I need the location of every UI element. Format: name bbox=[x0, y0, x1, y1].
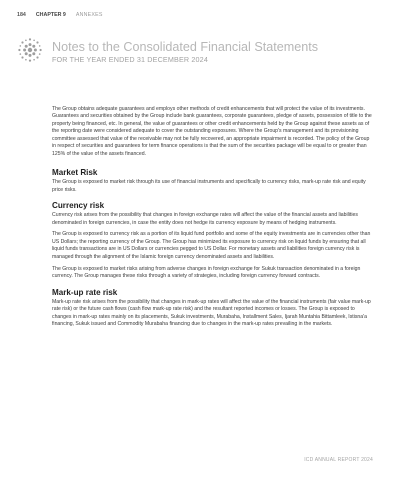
markup-rate-risk-paragraph: Mark-up rate risk arises from the possibility that changes in mark-up rates will affect the value of the financial instruments (fair value mark-up rate risk) or the future cash flows (cash flow mark-up rate risk) and the resultant reported incomes or losses. The Group is exposed to changes in mark-up rates mainly on its placements, Sukuk investments, Murabaha, Installment Sales, Ijarah Muntahia Bittamleek, Istisna'a financing, Sukuk issued and Commodity Murabaha financing due to changes in the mark-up rates prevailing in the markets. bbox=[52, 298, 371, 328]
logo-icon bbox=[17, 37, 43, 63]
title-block bbox=[52, 40, 382, 64]
market-risk-paragraph: The Group is exposed to market risk through its use of financial instruments and specifically to currency risks, mark-up rate risk and equity price risks. bbox=[52, 179, 366, 193]
markup-rate-risk-heading: Mark-up rate risk bbox=[52, 287, 118, 297]
currency-risk-paragraph-2: The Group is exposed to currency risk as a portion of its liquid fund portfolio and some of the equity investments are in currencies other than US Dollars; the reporting currency of the Group. The Group has minimized its exposure to currency risk on liquid funds by ensuring that all liquid funds transactions are in US Dollars or currencies pegged to US Dollar. For monetary assets and liabilities foreign currency risk is managed through the alignment of the Islamic foreign currency denominated assets and liabilities. bbox=[52, 231, 371, 260]
currency-risk-paragraph-1: Currency risk arises from the possibility that changes in foreign exchange rates will affect the value of the financial assets and liabilities denominated in foreign currencies, in case the entity does not hedge its currency exposure by means of hedging instruments. bbox=[52, 212, 358, 226]
section-label: ANNEXES bbox=[75, 12, 103, 18]
currency-risk-heading: Currency risk bbox=[52, 201, 105, 211]
page-title: Notes to the Consolidated Financial Statements bbox=[52, 40, 319, 54]
page-subtitle: FOR THE YEAR ENDED 31 DECEMBER 2024 bbox=[52, 55, 208, 64]
market-risk-heading: Market Risk bbox=[52, 168, 98, 178]
page-number: 184 bbox=[17, 12, 26, 18]
footer-report-label: ICD ANNUAL REPORT 2024 bbox=[304, 457, 373, 463]
running-header bbox=[17, 12, 103, 18]
chapter-label: CHAPTER 9 bbox=[35, 12, 66, 18]
intro-paragraph: The Group obtains adequate guarantees and employs other methods of credit enhancements that will protect the value of its investments. Guarantees and securities obtained by the Group include bank guarantees, corporate guarantees, pledge of assets, possession of title to the property being financed, etc. In general, the value of guarantees or other credit enhancements held by the Group against these assets as of the reporting date were considered adequate to cover the outstanding exposures. Where the Group's management and its provisioning committee assessed that value of the receivable may not be fully recovered, an appropriate impairment is recorded. The policy of the Group in respect of securities and guarantees for term finance operations is that the sum of the securities package will be equal to or greater than 125% of the value of the assets financed. bbox=[52, 106, 372, 157]
body-content bbox=[52, 106, 373, 333]
currency-risk-paragraph-3: The Group is exposed to market risks arising from adverse changes in foreign exchange for Sukuk transaction denominated in a foreign currency. The Group manages these risks through a variety of strategies, including foreign currency forward contracts. bbox=[52, 265, 361, 280]
